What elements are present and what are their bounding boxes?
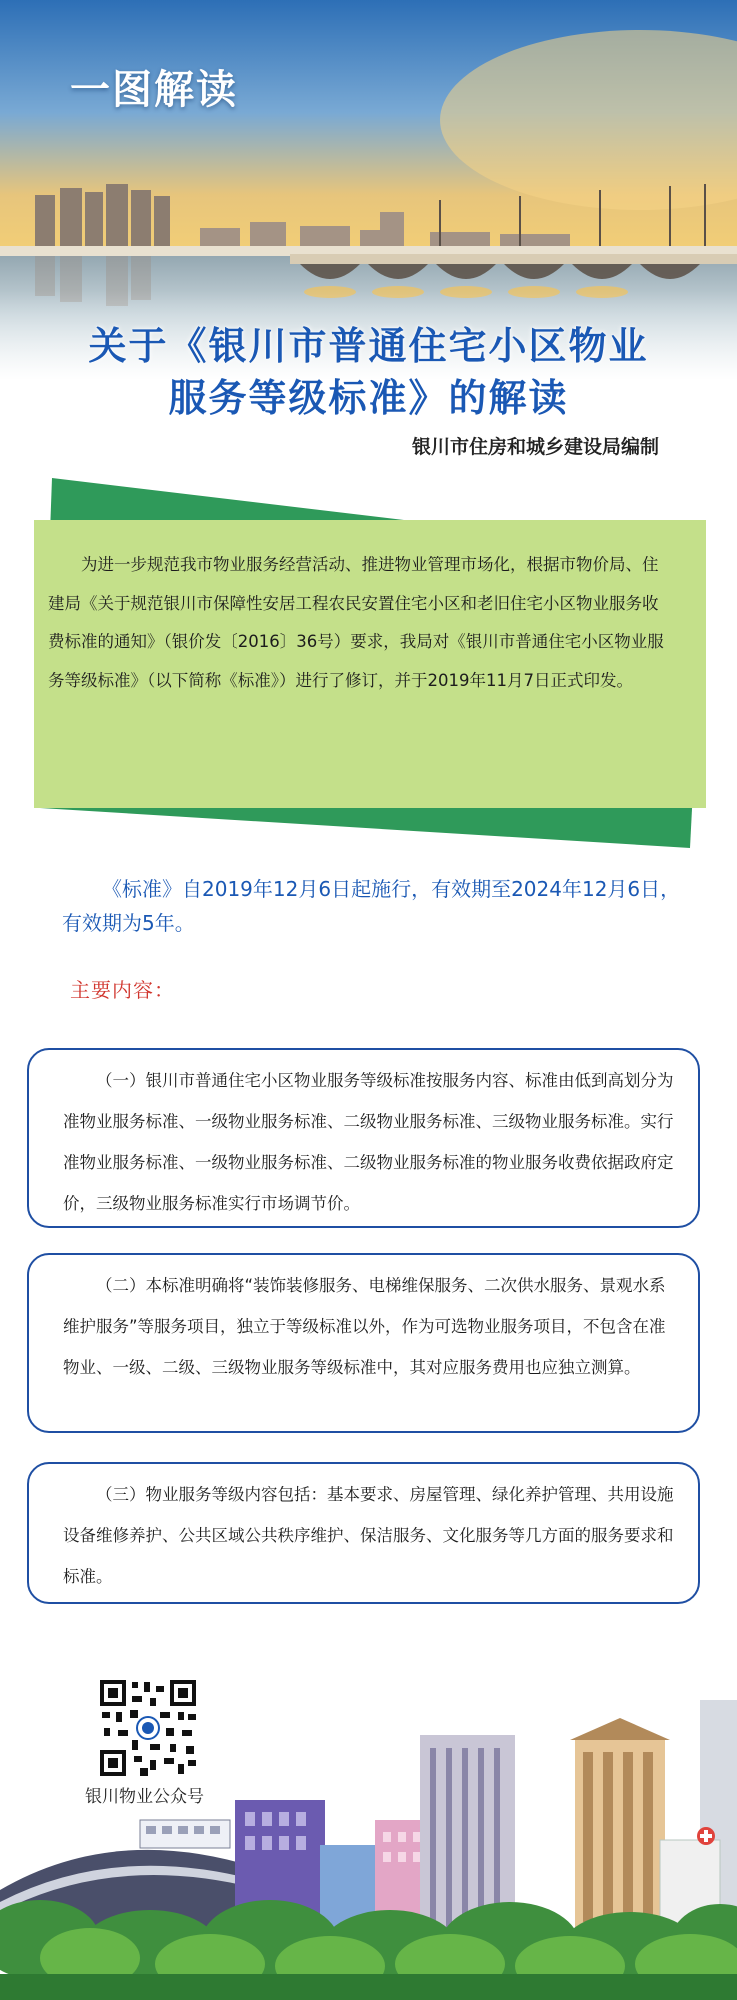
page-title-line-1: 关于《银川市普通住宅小区物业: [88, 324, 649, 368]
footer-cityscape: [0, 1640, 737, 2000]
intro-paragraph: 为进一步规范我市物业服务经营活动、推进物业管理市场化，根据市物价局、住建局《关于规范银川市保障性安居工程农民安置住宅小区和老旧住宅小区物业服务收费标准的通知》（银价发〔2016〕36号）要求，我局对《银川市普通住宅小区物业服务等级标准》（以下简称《标准》）进行了修订，并于2019年11月7日正式印发。: [48, 555, 664, 690]
qr-code[interactable]: [100, 1680, 196, 1776]
cityscape-illustration: [0, 1640, 737, 2000]
content-card-1-text: （一）银川市普通住宅小区物业服务等级标准按服务内容、标准由低到高划分为准物业服务标准、一级物业服务标准、二级物业服务标准、三级物业服务标准。实行准物业服务标准、一级物业服务标准、二级物业服务标准的物业服务收费依据政府定价，三级物业服务标准实行市场调节价。: [63, 1071, 674, 1213]
page-title-line-2: 服务等级标准》的解读: [168, 376, 569, 420]
content-card-3-text: （三）物业服务等级内容包括：基本要求、房屋管理、绿化养护管理、共用设施设备维修养护、公共区域公共秩序维护、保洁服务、文化服务等几方面的服务要求和标准。: [63, 1485, 674, 1586]
main-contents-heading: 主要内容：: [70, 978, 175, 1002]
content-card-3: [27, 1462, 700, 1604]
qr-caption: 银川物业公众号: [85, 1787, 204, 1807]
content-card-1: [27, 1048, 700, 1228]
one-chart-badge: 一图解读: [70, 67, 238, 113]
content-card-2-text: （二）本标准明确将“装饰装修服务、电梯维保服务、二次供水服务、景观水系维护服务”等服务项目，独立于等级标准以外，作为可选物业服务项目，不包含在准物业、一级、二级、三级物业服务等级标准中，其对应服务费用也应独立测算。: [63, 1276, 666, 1377]
effective-date-text: 《标准》自2019年12月6日起施行，有效期至2024年12月6日，有效期为5年。: [62, 877, 681, 935]
hero-banner: [0, 0, 737, 470]
intro-panel: [0, 478, 737, 858]
author-label: 银川市住房和城乡建设局编制: [411, 436, 659, 458]
content-card-2: [27, 1253, 700, 1433]
